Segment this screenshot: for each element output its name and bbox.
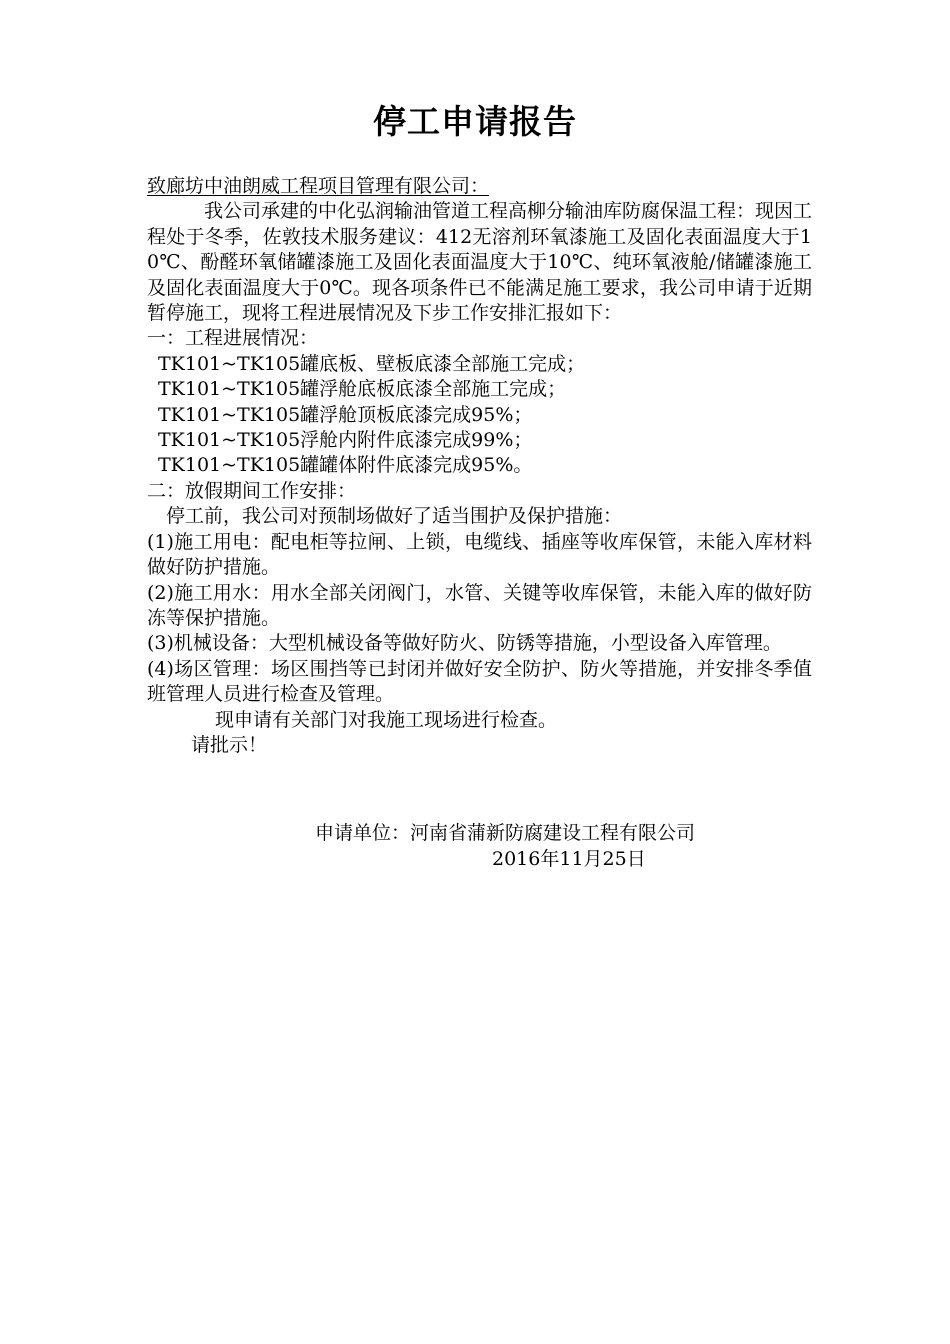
addressee-line xyxy=(147,174,812,199)
arrangement-item: (3)机械设备：大型机械设备等做好防火、防锈等措施，小型设备入库管理。 xyxy=(147,632,782,655)
section1-heading: 一：工程进展情况： xyxy=(147,327,319,350)
progress-item: TK101~TK105浮舱内附件底漆完成99%； xyxy=(158,429,533,452)
arrangement-item: (2)施工用水：用水全部关闭阀门，水管、关键等收库保管，未能入库的做好防冻等保护措施。 xyxy=(147,581,812,629)
arrangement-item: (1)施工用电：配电柜等拉闸、上锁，电缆线、插座等收库保管，未能入库材料做好防护措施。 xyxy=(147,530,812,579)
intro-paragraph: 我公司承建的中化弘润输油管道工程高柳分输油库防腐保温工程：现因工程处于冬季，佐敦技术服务建议：412无溶剂环氧漆施工及固化表面温度大于10℃、酚醛环氧储罐漆施工及固化表面温度大于10℃、纯环氧液舱/储罐漆施工及固化表面温度大于0℃。现各项条件已不能满足施工要求，我公司申请于近期暂停施工，现将工程进展情况及下步工作安排汇报如下： xyxy=(147,200,813,325)
application-date: 2016年11月25日 xyxy=(492,848,646,870)
applicant-unit: 申请单位：河南省蒲新防腐建设工程有限公司 xyxy=(315,822,696,844)
section2-heading: 二：放假期间工作安排： xyxy=(147,479,357,502)
approval-request: 请批示！ xyxy=(191,733,268,756)
document-title: 停工申请报告 xyxy=(373,102,577,141)
inspection-request: 现申请有关部门对我施工现场进行检查。 xyxy=(215,708,558,731)
arrangement-item: (4)场区管理：场区围挡等已封闭并做好安全防护、防火等措施，并安排冬季值班管理人员进行检查及管理。 xyxy=(147,657,812,706)
progress-item: TK101~TK105罐浮舱顶板底漆完成95%； xyxy=(158,403,533,426)
section2-lead: 停工前，我公司对预制场做好了适当围护及保护措施： xyxy=(166,505,623,528)
progress-item: TK101~TK105罐罐体附件底漆完成95%。 xyxy=(158,454,533,477)
addressee: 致廊坊中油朗威工程项目管理有限公司： xyxy=(147,175,490,197)
document-body xyxy=(147,174,812,758)
progress-item: TK101~TK105罐浮舱底板底漆全部施工完成； xyxy=(158,378,567,401)
progress-item: TK101~TK105罐底板、壁板底漆全部施工完成； xyxy=(158,352,586,375)
